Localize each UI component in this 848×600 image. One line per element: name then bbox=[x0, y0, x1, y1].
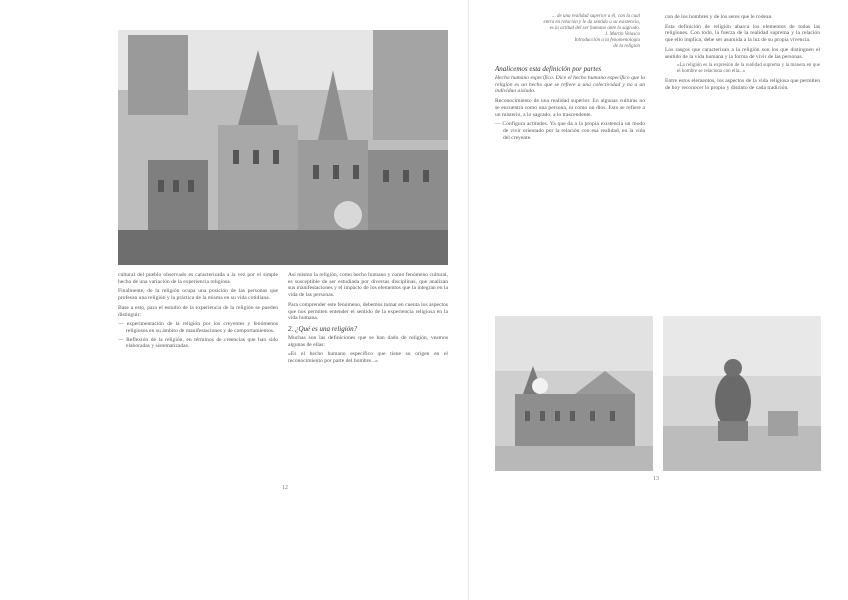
list-item: — Configura actitudes. Ya que da a la propia existencia un modo de vivir orientado por la relación con esa realidad, en la vida del creyente. bbox=[495, 121, 645, 141]
paragraph: Hecho humano específico. Dice el hecho humano específico que la religión es un hecho que se refiere a una colectividad y no a un individuo aislado. bbox=[495, 75, 645, 95]
paragraph: Reconocimiento de una realidad superior. En algunas culturas no se encuentra como una persona, ni como un dios. Esto se refiere a un misterio, a lo sagrado, a lo trascendente. bbox=[495, 98, 645, 118]
caption-line: de la religión bbox=[613, 44, 640, 49]
right-column-2 bbox=[665, 14, 820, 95]
paragraph: Los rasgos que caracterizan a la religión son los que distinguen el sentido de la vida humana y la forma de vivir de las personas. bbox=[665, 46, 820, 60]
right-column-1 bbox=[495, 62, 645, 143]
left-column-2 bbox=[288, 272, 448, 368]
list-item: — Reflexión de la religión, en términos de creencias que han sido elaboradas y sistematizadas. bbox=[118, 336, 278, 350]
caption-line: es la actitud del ser humano ante lo sagrado. bbox=[549, 26, 640, 31]
statue-photo-icon bbox=[663, 316, 821, 471]
caption-line: J. Martín Velasco bbox=[604, 32, 640, 37]
caption-line: ... de una realidad superior a él, con la cual bbox=[552, 14, 640, 19]
paragraph: con de los hombres y de los seres que le rodean. bbox=[665, 14, 773, 20]
paragraph: cultural del pueblo observado es caracterizada a la vez por el simple hecho de una variación de la experiencia religiosa. bbox=[118, 272, 278, 285]
page-number-left: 12 bbox=[282, 485, 288, 491]
paragraph: Finalmente, de la religión ocupa una posición de las personas que profesan una religión y la práctica de la misma en su vida cotidiana. bbox=[118, 288, 278, 302]
page-number-right: 13 bbox=[653, 476, 659, 482]
page-gutter bbox=[468, 0, 469, 600]
section-heading: 2. ¿Qué es una religión? bbox=[288, 324, 358, 333]
left-column-1 bbox=[118, 272, 278, 352]
paragraph: Así mismo la religión, como hecho humano y como fenómeno cultural, es susceptible de ser estudiada por diversas disciplinas, que analizan sus manifestaciones y el impacto de los elementos que la integran en la vida de las personas. bbox=[288, 272, 448, 299]
section-heading: Analicemos esta definición por partes bbox=[495, 65, 602, 73]
paragraph: Muchas son las definiciones que se han dado de religión, veamos algunas de ellas: bbox=[288, 334, 448, 348]
church-snow-photo-icon bbox=[495, 316, 653, 471]
paragraph: «Es el hecho humano específico que tiene su origen en el reconocimiento por parte del hombre...» bbox=[288, 351, 448, 365]
quote-caption bbox=[490, 14, 640, 50]
paragraph: Entre estos elementos, los aspectos de la vida religiosa que permiten de hoy reconocer lo propio y distinto de cada tradición. bbox=[665, 78, 820, 91]
paragraph: Base a esto, para el estudio de la experiencia de la religión se pueden distinguir: bbox=[118, 304, 278, 318]
caption-line: Introducción a la fenomenología bbox=[574, 38, 640, 43]
paragraph: Esta definición de religión abarca los elementos de todas las religiones. Con todo, la fuerza de la realidad suprema y la relación que ello implica, debe ser asumida a la luz de su propia vivencia. bbox=[665, 23, 820, 44]
list-item: — experimentación de la religión por los creyentes y fenómenos religiosos en su ámbito de manifestaciones y de comportamientos. bbox=[118, 321, 278, 334]
caption-line: entra en relación y le da sentido a su existencia, bbox=[543, 20, 640, 25]
paragraph: Para comprender este fenómeno, debemos tomar en cuenta los aspectos que nos permiten entender el sentido de la experiencia religiosa en la vida humana. bbox=[288, 301, 448, 322]
church-towers-photo-icon bbox=[118, 30, 448, 265]
quote-block: «La religión es la expresión de la realidad suprema y la manera en que el hombre se relaciona con ella...» bbox=[677, 63, 820, 75]
